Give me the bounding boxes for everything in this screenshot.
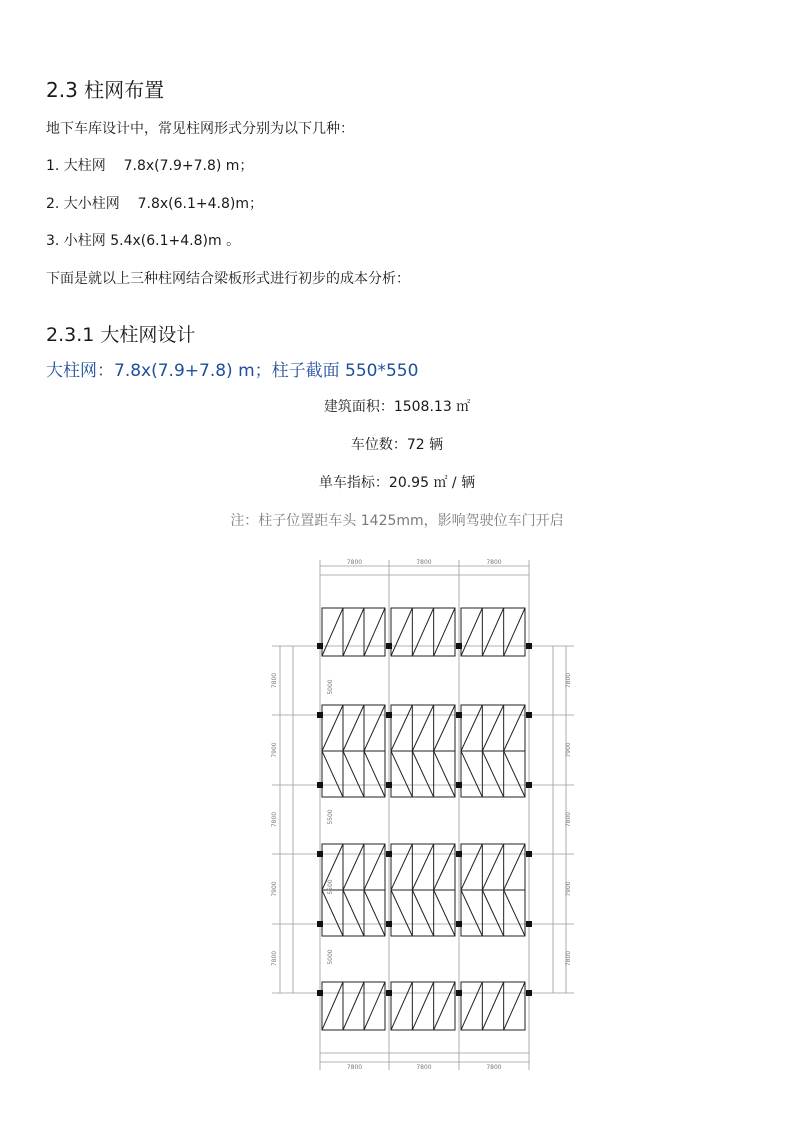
dimension-label: 5000 xyxy=(327,679,334,695)
stall-diagonal xyxy=(364,890,385,936)
stall-diagonal xyxy=(364,608,385,656)
stall-diagonal xyxy=(504,890,525,936)
stall-diagonal xyxy=(322,608,343,656)
list-item: 1. 大柱网 7.8x(7.9+7.8) m； xyxy=(46,158,254,174)
index-line: 单车指标：20.95 ㎡ / 辆 xyxy=(318,475,476,491)
subsection-heading: 2.3.1 大柱网设计 xyxy=(46,324,196,346)
dimension-label: 7800 xyxy=(565,950,572,967)
dimension-label: 7800 xyxy=(271,950,278,967)
stall-diagonal xyxy=(434,844,455,890)
column-square xyxy=(386,643,392,649)
section-heading: 2.3 柱网布置 xyxy=(46,78,165,102)
spaces-line: 车位数：72 辆 xyxy=(350,437,444,453)
stall-diagonal xyxy=(364,751,385,797)
dimension-label: 5500 xyxy=(327,809,334,825)
column-square xyxy=(526,990,532,996)
stall-diagonal xyxy=(364,844,385,890)
blue-title: 大柱网：7.8x(7.9+7.8) m；柱子截面 550*550 xyxy=(46,361,419,381)
column-square xyxy=(317,851,323,857)
column-square xyxy=(456,712,462,718)
list-item: 2. 大小柱网 7.8x(6.1+4.8)m； xyxy=(46,196,263,212)
dimension-label: 7800 xyxy=(565,672,572,689)
stall-diagonal xyxy=(412,890,433,936)
dimension-label: 5000 xyxy=(327,949,334,965)
stall-diagonal xyxy=(391,705,412,751)
list-item: 3. 小柱网 5.4x(6.1+4.8)m 。 xyxy=(46,233,241,249)
area-line: 建筑面积：1508.13 ㎡ xyxy=(323,399,471,415)
column-square xyxy=(526,851,532,857)
stall-diagonal xyxy=(482,608,503,656)
stall-diagonal xyxy=(391,982,412,1030)
stall-diagonal xyxy=(461,608,482,656)
stall-diagonal xyxy=(482,844,503,890)
stall-diagonal xyxy=(504,608,525,656)
stall-diagonal xyxy=(412,751,433,797)
column-square xyxy=(317,712,323,718)
outro-text: 下面是就以上三种柱网结合梁板形式进行初步的成本分析： xyxy=(46,271,410,287)
stall-diagonal xyxy=(322,890,343,936)
stall-diagonal xyxy=(391,890,412,936)
dimension-label: 7900 xyxy=(565,742,572,758)
stall-diagonal xyxy=(482,751,503,797)
stall-diagonal xyxy=(391,844,412,890)
intro-text: 地下车库设计中，常见柱网形式分别为以下几种： xyxy=(46,121,354,137)
column-square xyxy=(456,990,462,996)
dimension-label: 7900 xyxy=(271,881,278,897)
dimension-label: 7800 xyxy=(486,1064,502,1071)
dimension-label: 7800 xyxy=(565,811,572,828)
column-square xyxy=(386,851,392,857)
dimension-label: 7800 xyxy=(416,1064,432,1071)
stall-diagonal xyxy=(343,608,364,656)
dimension-label: 7900 xyxy=(565,881,572,897)
column-square xyxy=(317,643,323,649)
dimension-label: 7800 xyxy=(346,559,363,566)
stall-diagonal xyxy=(343,890,364,936)
column-square xyxy=(386,782,392,788)
stall-diagonal xyxy=(434,890,455,936)
stall-diagonal xyxy=(364,982,385,1030)
stall-diagonal xyxy=(343,705,364,751)
stall-diagonal xyxy=(434,705,455,751)
stall-diagonal xyxy=(461,982,482,1030)
dimension-label: 5500 xyxy=(327,879,334,895)
column-square xyxy=(317,921,323,927)
stall-diagonal xyxy=(343,982,364,1030)
column-square xyxy=(526,643,532,649)
stall-diagonal xyxy=(412,705,433,751)
stall-diagonal xyxy=(482,982,503,1030)
column-square xyxy=(526,921,532,927)
stall-diagonal xyxy=(412,844,433,890)
stall-diagonal xyxy=(434,608,455,656)
stall-diagonal xyxy=(412,982,433,1030)
column-square xyxy=(386,712,392,718)
column-square xyxy=(456,782,462,788)
stall-diagonal xyxy=(364,705,385,751)
stall-diagonal xyxy=(343,844,364,890)
stall-diagonal xyxy=(412,608,433,656)
stall-diagonal xyxy=(322,705,343,751)
stall-diagonal xyxy=(322,982,343,1030)
dimension-label: 7800 xyxy=(271,811,278,828)
note-line: 注：柱子位置距车头 1425mm，影响驾驶位车门开启 xyxy=(230,513,564,529)
stall-diagonal xyxy=(482,890,503,936)
stall-diagonal xyxy=(504,982,525,1030)
column-square xyxy=(317,782,323,788)
stall-diagonal xyxy=(434,982,455,1030)
stall-diagonal xyxy=(461,705,482,751)
stall-diagonal xyxy=(391,751,412,797)
column-square xyxy=(456,643,462,649)
column-square xyxy=(386,921,392,927)
stall-diagonal xyxy=(504,751,525,797)
stall-diagonal xyxy=(461,751,482,797)
column-square xyxy=(386,990,392,996)
dimension-label: 7800 xyxy=(346,1064,363,1071)
column-square xyxy=(317,990,323,996)
stall-diagonal xyxy=(482,705,503,751)
column-square xyxy=(456,851,462,857)
dimension-label: 7800 xyxy=(271,672,278,689)
stall-diagonal xyxy=(322,751,343,797)
stall-diagonal xyxy=(434,751,455,797)
stall-diagonal xyxy=(461,890,482,936)
dimension-label: 7800 xyxy=(486,559,502,566)
stall-diagonal xyxy=(391,608,412,656)
stall-diagonal xyxy=(504,844,525,890)
column-square xyxy=(526,712,532,718)
stall-diagonal xyxy=(504,705,525,751)
column-square xyxy=(526,782,532,788)
dimension-label: 7800 xyxy=(416,559,432,566)
stall-diagonal xyxy=(461,844,482,890)
column-square xyxy=(456,921,462,927)
stall-diagonal xyxy=(343,751,364,797)
dimension-label: 7900 xyxy=(271,742,278,758)
